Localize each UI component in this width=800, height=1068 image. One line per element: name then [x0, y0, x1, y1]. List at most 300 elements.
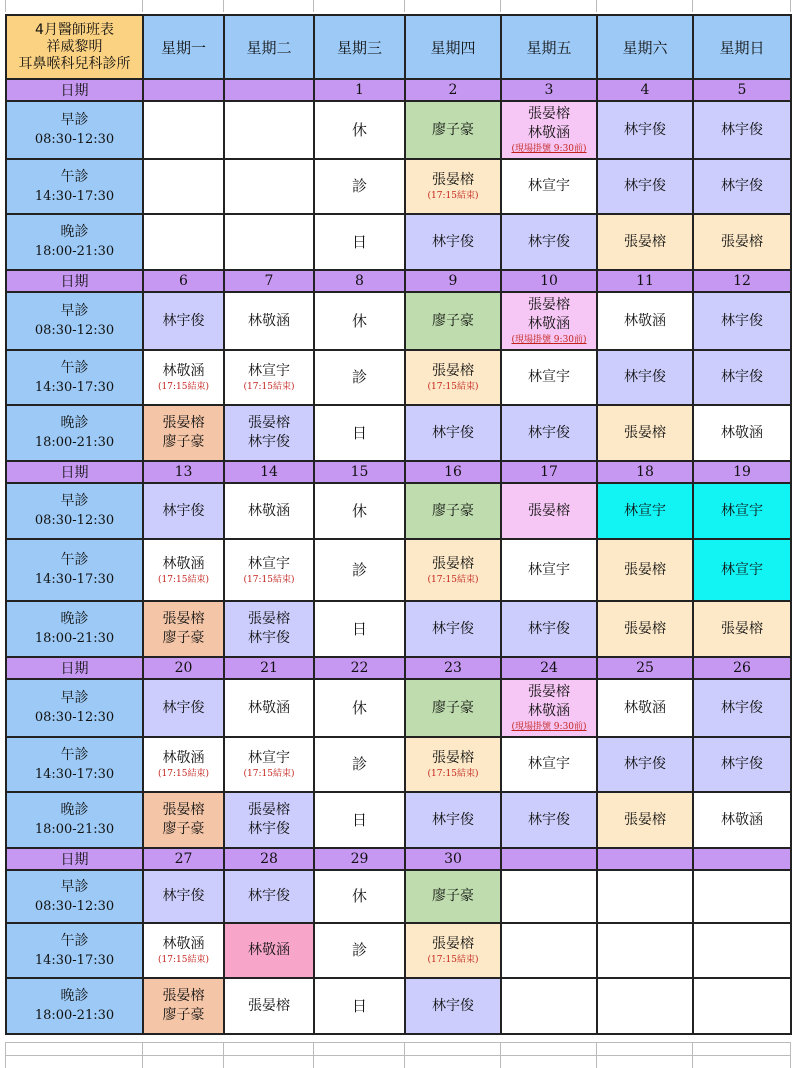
holiday-text: 日: [351, 810, 367, 829]
shift-cell: [693, 159, 791, 214]
doctor-name: 張晏榕: [528, 502, 570, 519]
doctor-name: 張晏榕: [162, 415, 205, 431]
date-cell: 15: [314, 461, 405, 483]
slot-row: [6, 405, 791, 461]
shift-note: (17:15結束): [243, 574, 295, 585]
doctor-name: 林宣宇: [248, 555, 290, 572]
shift-note: (17:15結束): [158, 955, 209, 965]
weekday-header: 星期三: [314, 15, 405, 79]
shift-cell: [143, 870, 224, 923]
slot-name: 晚診: [60, 224, 89, 240]
shift-cell: [597, 101, 693, 159]
shift-cell: [693, 792, 791, 848]
date-label: 日期: [6, 270, 143, 292]
doctor-name: 廖子豪: [432, 121, 474, 138]
doctor-name: 林宇俊: [432, 424, 474, 441]
doctor-name: 張晏榕: [248, 415, 290, 431]
slot-time: 18:00-21:30: [34, 822, 115, 837]
slot-label: [6, 923, 143, 978]
slot-label: [6, 792, 143, 848]
date-cell: 11: [597, 270, 693, 292]
shift-note: (17:15結束): [158, 574, 209, 585]
slot-time: 08:30-12:30: [34, 323, 115, 338]
shift-cell: [597, 483, 693, 539]
date-cell: 27: [143, 848, 224, 870]
slot-time: 08:30-12:30: [34, 132, 115, 147]
shift-cell: [405, 483, 501, 539]
slot-label: [6, 214, 143, 270]
date-cell: 22: [314, 657, 405, 679]
shift-cell: [693, 737, 791, 792]
weekday-header: 星期五: [501, 15, 597, 79]
slot-time: 14:30-17:30: [34, 379, 115, 395]
shift-cell: [405, 601, 501, 657]
doctor-name: 林宇俊: [248, 888, 290, 904]
holiday-text: 日: [351, 996, 367, 1015]
holiday-cell: [314, 923, 405, 978]
shift-cell: [405, 737, 501, 792]
holiday-cell: [314, 214, 405, 270]
shift-cell: [501, 601, 597, 657]
shift-cell: [405, 405, 501, 461]
shift-cell: [693, 870, 791, 923]
holiday-text: 日: [351, 232, 367, 251]
date-cell: 25: [597, 657, 693, 679]
weekday-header: 星期二: [224, 15, 314, 79]
doctor-name: 廖子豪: [162, 434, 205, 450]
slot-name: 早診: [60, 878, 89, 895]
slot-name: 早診: [60, 493, 89, 509]
date-cell: 29: [314, 848, 405, 870]
shift-cell: [224, 405, 314, 461]
shift-cell: [693, 350, 791, 405]
date-cell: 24: [501, 657, 597, 679]
slot-time: 08:30-12:30: [34, 898, 115, 914]
date-cell: 28: [224, 848, 314, 870]
doctor-name: 廖子豪: [432, 699, 474, 716]
slot-time: 18:00-21:30: [34, 1008, 115, 1023]
doctor-name: 林敬涵: [528, 703, 570, 719]
doctor-name: 林宇俊: [162, 502, 205, 519]
slot-row: [6, 159, 791, 214]
date-cell: 18: [597, 461, 693, 483]
shift-cell: [405, 292, 501, 350]
doctor-name: 林宇俊: [162, 699, 205, 716]
shift-note: (17:15結束): [427, 769, 479, 779]
doctor-name: 張晏榕: [432, 172, 474, 188]
date-label: 日期: [6, 79, 143, 101]
date-cell: 8: [314, 270, 405, 292]
slot-time: 14:30-17:30: [34, 188, 115, 204]
shift-cell: [224, 792, 314, 848]
shift-cell: [405, 923, 501, 978]
date-cell: 10: [501, 270, 597, 292]
date-cell: [501, 848, 597, 870]
date-cell: 23: [405, 657, 501, 679]
shift-cell: [693, 978, 791, 1034]
doctor-name: 林敬涵: [624, 699, 666, 716]
doctor-name: 林宣宇: [528, 561, 570, 578]
doctor-name: 林宇俊: [624, 756, 666, 772]
doctor-name: 林宇俊: [624, 178, 666, 194]
slot-label: [6, 539, 143, 601]
schedule-title: [6, 15, 143, 79]
shift-cell: [224, 601, 314, 657]
slot-name: 早診: [60, 112, 89, 128]
slot-label: [6, 978, 143, 1034]
slot-name: 午診: [60, 746, 89, 763]
shift-cell: [143, 792, 224, 848]
doctor-name: 林宇俊: [721, 699, 763, 716]
shift-cell: [405, 214, 501, 270]
doctor-name: 林宇俊: [721, 178, 763, 194]
doctor-name: 張晏榕: [248, 997, 290, 1014]
shift-cell: [693, 101, 791, 159]
shift-cell: [501, 159, 597, 214]
doctor-name: 林宇俊: [162, 888, 205, 904]
doctor-name: 張晏榕: [721, 233, 763, 250]
date-cell: [143, 79, 224, 101]
shift-cell: [501, 792, 597, 848]
doctor-name: 林宇俊: [721, 369, 763, 385]
shift-cell: [143, 679, 224, 737]
date-cell: 19: [693, 461, 791, 483]
holiday-text: 休: [351, 887, 367, 905]
doctor-name: 林宣宇: [528, 369, 570, 385]
doctor-name: 林敬涵: [528, 125, 570, 141]
doctor-name: 廖子豪: [162, 630, 205, 646]
doctor-name: 林宇俊: [162, 312, 205, 329]
shift-cell: [501, 539, 597, 601]
doctor-name: 林宣宇: [721, 502, 763, 519]
weekday-header: 星期日: [693, 15, 791, 79]
doctor-name: 張晏榕: [432, 363, 474, 379]
doctor-name: 張晏榕: [624, 811, 666, 828]
doctor-name: 林宇俊: [432, 620, 474, 637]
doctor-name: 廖子豪: [432, 312, 474, 329]
slot-row: [6, 292, 791, 350]
holiday-cell: [314, 159, 405, 214]
shift-cell: [224, 870, 314, 923]
shift-cell: [224, 923, 314, 978]
shift-cell: [143, 483, 224, 539]
doctor-name: 張晏榕: [248, 802, 290, 818]
date-row: [6, 461, 791, 483]
doctor-name: 林敬涵: [721, 424, 763, 441]
shift-cell: [143, 601, 224, 657]
doctor-name: 張晏榕: [721, 620, 763, 637]
shift-cell: [597, 978, 693, 1034]
slot-time: 14:30-17:30: [34, 572, 115, 587]
shift-cell: [501, 978, 597, 1034]
shift-cell: [693, 483, 791, 539]
slot-row: [6, 978, 791, 1034]
doctor-name: 林宣宇: [528, 756, 570, 772]
doctor-name: 林宇俊: [528, 424, 570, 441]
schedule-body: [6, 15, 791, 1034]
doctor-name: 張晏榕: [248, 611, 290, 627]
holiday-text: 休: [351, 501, 367, 520]
slot-name: 午診: [60, 932, 89, 949]
doctor-name: 林宇俊: [624, 121, 666, 138]
sheet-grid-top: [5, 0, 791, 12]
holiday-text: 診: [351, 560, 367, 579]
doctor-name: 張晏榕: [528, 106, 570, 122]
shift-cell: [693, 679, 791, 737]
shift-cell: [405, 101, 501, 159]
doctor-schedule-table: [5, 14, 792, 1035]
doctor-name: 林宣宇: [528, 178, 570, 194]
slot-time: 08:30-12:30: [34, 710, 115, 725]
date-cell: 26: [693, 657, 791, 679]
date-cell: 9: [405, 270, 501, 292]
doctor-name: 林宇俊: [528, 233, 570, 250]
slot-label: [6, 101, 143, 159]
weekday-header: 星期四: [405, 15, 501, 79]
doctor-name: 林敬涵: [721, 811, 763, 828]
shift-cell: [597, 679, 693, 737]
shift-cell: [405, 870, 501, 923]
shift-cell: [224, 101, 314, 159]
shift-cell: [597, 539, 693, 601]
date-row: [6, 270, 791, 292]
doctor-name: 林敬涵: [248, 312, 290, 329]
doctor-name: 廖子豪: [432, 888, 474, 904]
date-label: 日期: [6, 461, 143, 483]
date-cell: 13: [143, 461, 224, 483]
holiday-cell: [314, 679, 405, 737]
doctor-name: 林宇俊: [721, 756, 763, 772]
weekday-header: 星期一: [143, 15, 224, 79]
weekday-header: 星期六: [597, 15, 693, 79]
doctor-name: 廖子豪: [432, 502, 474, 519]
slot-name: 晚診: [60, 802, 89, 818]
doctor-name: 林宇俊: [528, 620, 570, 637]
date-cell: 16: [405, 461, 501, 483]
holiday-cell: [314, 601, 405, 657]
doctor-name: 張晏榕: [162, 611, 205, 627]
shift-cell: [693, 539, 791, 601]
shift-note: (17:15結束): [158, 382, 209, 392]
shift-note: (現場掛號 9:30前): [511, 144, 587, 154]
doctor-name: 林宇俊: [721, 312, 763, 329]
doctor-name: 林宇俊: [528, 811, 570, 828]
holiday-cell: [314, 483, 405, 539]
holiday-text: 休: [351, 311, 367, 330]
date-cell: [693, 848, 791, 870]
shift-cell: [501, 214, 597, 270]
shift-cell: [693, 923, 791, 978]
shift-cell: [597, 737, 693, 792]
doctor-name: 林宇俊: [248, 821, 290, 837]
shift-cell: [501, 101, 597, 159]
shift-cell: [224, 350, 314, 405]
shift-cell: [143, 737, 224, 792]
shift-cell: [224, 737, 314, 792]
slot-row: [6, 737, 791, 792]
doctor-name: 林宇俊: [721, 121, 763, 138]
shift-cell: [501, 405, 597, 461]
shift-cell: [501, 923, 597, 978]
shift-cell: [405, 539, 501, 601]
doctor-name: 張晏榕: [528, 684, 570, 700]
slot-label: [6, 737, 143, 792]
shift-cell: [597, 601, 693, 657]
shift-cell: [693, 601, 791, 657]
shift-cell: [405, 978, 501, 1034]
shift-cell: [597, 159, 693, 214]
doctor-name: 張晏榕: [624, 424, 666, 441]
holiday-text: 診: [351, 755, 367, 773]
holiday-cell: [314, 737, 405, 792]
date-cell: 17: [501, 461, 597, 483]
shift-cell: [693, 292, 791, 350]
shift-note: (17:15結束): [243, 769, 295, 779]
shift-cell: [224, 978, 314, 1034]
doctor-name: 張晏榕: [162, 802, 205, 818]
title-line-3: 耳鼻喉科兒科診所: [18, 55, 131, 72]
slot-name: 午診: [60, 552, 89, 568]
holiday-cell: [314, 350, 405, 405]
slot-row: [6, 601, 791, 657]
doctor-name: 林宇俊: [248, 630, 290, 646]
slot-label: [6, 350, 143, 405]
holiday-cell: [314, 101, 405, 159]
shift-cell: [224, 483, 314, 539]
doctor-name: 林宣宇: [624, 502, 666, 519]
date-row: [6, 79, 791, 101]
shift-note: (17:15結束): [243, 382, 295, 392]
slot-row: [6, 539, 791, 601]
doctor-name: 張晏榕: [624, 561, 666, 578]
shift-cell: [143, 539, 224, 601]
holiday-cell: [314, 292, 405, 350]
slot-time: 18:00-21:30: [34, 435, 115, 450]
holiday-text: 休: [351, 698, 367, 717]
shift-cell: [597, 923, 693, 978]
slot-name: 早診: [60, 690, 89, 706]
shift-cell: [597, 792, 693, 848]
shift-cell: [597, 405, 693, 461]
shift-cell: [501, 870, 597, 923]
date-cell: 20: [143, 657, 224, 679]
date-label: 日期: [6, 657, 143, 679]
shift-cell: [501, 350, 597, 405]
slot-label: [6, 483, 143, 539]
doctor-name: 林敬涵: [162, 750, 205, 766]
shift-cell: [693, 214, 791, 270]
doctor-name: 林宣宇: [248, 750, 290, 766]
shift-note: (17:15結束): [158, 769, 209, 779]
slot-time: 14:30-17:30: [34, 766, 115, 782]
doctor-name: 林宇俊: [432, 233, 474, 250]
slot-label: [6, 601, 143, 657]
date-cell: 2: [405, 79, 501, 101]
shift-cell: [501, 292, 597, 350]
doctor-name: 林敬涵: [162, 936, 205, 952]
doctor-name: 林宣宇: [248, 363, 290, 379]
date-row: [6, 657, 791, 679]
shift-note: (17:15結束): [427, 574, 479, 585]
holiday-cell: [314, 539, 405, 601]
shift-cell: [597, 214, 693, 270]
slot-time: 18:00-21:30: [34, 631, 115, 646]
date-cell: 6: [143, 270, 224, 292]
slot-row: [6, 214, 791, 270]
shift-cell: [143, 214, 224, 270]
slot-label: [6, 870, 143, 923]
shift-cell: [597, 870, 693, 923]
slot-label: [6, 405, 143, 461]
doctor-name: 林宇俊: [432, 811, 474, 828]
slot-row: [6, 679, 791, 737]
doctor-name: 張晏榕: [624, 620, 666, 637]
doctor-name: 林敬涵: [248, 942, 290, 958]
doctor-name: 張晏榕: [432, 936, 474, 952]
doctor-name: 廖子豪: [162, 821, 205, 837]
shift-cell: [143, 159, 224, 214]
shift-note: (現場掛號 9:30前): [511, 722, 587, 732]
shift-cell: [143, 923, 224, 978]
shift-cell: [224, 159, 314, 214]
date-cell: 14: [224, 461, 314, 483]
shift-cell: [693, 405, 791, 461]
holiday-text: 休: [351, 120, 367, 139]
title-line-2: 祥威黎明: [46, 38, 103, 55]
slot-label: [6, 679, 143, 737]
title-line-1: 4月醫師班表: [35, 21, 114, 38]
slot-name: 晚診: [60, 988, 89, 1004]
shift-cell: [224, 292, 314, 350]
date-cell: 3: [501, 79, 597, 101]
slot-row: [6, 101, 791, 159]
shift-note: (17:15結束): [427, 382, 479, 392]
holiday-cell: [314, 978, 405, 1034]
doctor-name: 林敬涵: [162, 555, 205, 572]
slot-name: 午診: [60, 359, 89, 376]
doctor-name: 林敬涵: [248, 502, 290, 519]
slot-name: 午診: [60, 168, 89, 185]
slot-time: 14:30-17:30: [34, 952, 115, 968]
slot-row: [6, 870, 791, 923]
holiday-text: 日: [351, 619, 367, 638]
date-cell: 30: [405, 848, 501, 870]
header-row: [6, 15, 791, 79]
shift-cell: [224, 539, 314, 601]
shift-cell: [143, 101, 224, 159]
slot-time: 08:30-12:30: [34, 513, 115, 528]
shift-cell: [405, 792, 501, 848]
shift-cell: [224, 679, 314, 737]
shift-note: (現場掛號 9:30前): [511, 335, 587, 345]
date-cell: [597, 848, 693, 870]
shift-cell: [405, 159, 501, 214]
holiday-cell: [314, 870, 405, 923]
shift-cell: [501, 737, 597, 792]
shift-cell: [224, 214, 314, 270]
shift-cell: [143, 292, 224, 350]
holiday-text: 診: [351, 177, 367, 195]
doctor-name: 張晏榕: [528, 297, 570, 313]
doctor-name: 林宇俊: [432, 997, 474, 1014]
slot-label: [6, 292, 143, 350]
slot-time: 18:00-21:30: [34, 244, 115, 259]
doctor-name: 林敬涵: [162, 363, 205, 379]
holiday-text: 診: [351, 941, 367, 959]
date-cell: [224, 79, 314, 101]
shift-note: (17:15結束): [427, 955, 479, 965]
date-row: [6, 848, 791, 870]
